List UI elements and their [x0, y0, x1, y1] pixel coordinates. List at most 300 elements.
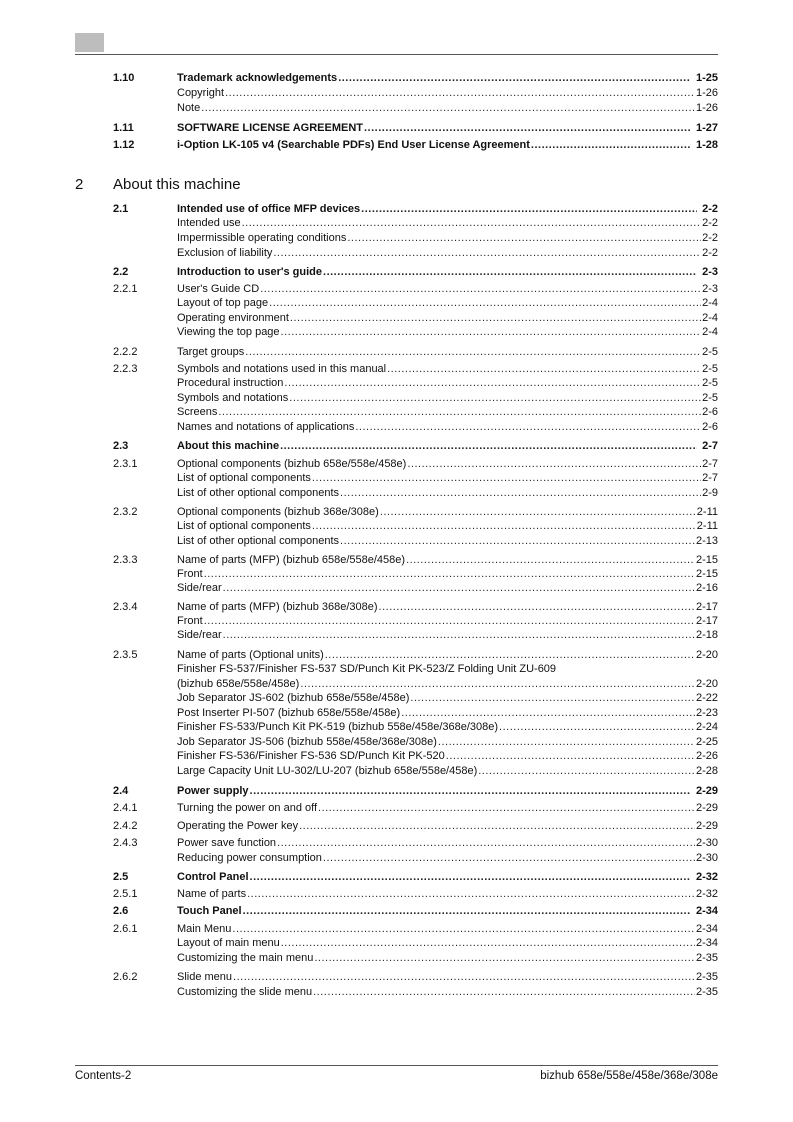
toc-row: [75, 691, 718, 706]
toc-row: [75, 202, 718, 217]
toc-entry[interactable]: [177, 936, 718, 951]
toc-row: [75, 662, 718, 677]
toc-page-number: 1-25: [695, 72, 718, 84]
toc-entry[interactable]: [177, 951, 718, 966]
toc-page-number: 2-15: [695, 554, 718, 566]
toc-page-number: 2-17: [695, 615, 718, 627]
toc-leader-dots: [387, 362, 701, 377]
toc-page-number: 2-2: [702, 217, 718, 229]
toc-page-number: 2-3: [702, 283, 718, 295]
toc-row: [75, 677, 718, 692]
chapter-heading: [75, 175, 718, 195]
toc-entry[interactable]: [177, 749, 718, 764]
toc-page-number: 2-5: [702, 363, 718, 375]
toc-row: [75, 296, 718, 311]
toc-row: [75, 391, 718, 406]
toc-entry-title: Symbols and notations: [177, 392, 289, 404]
toc-entry-title: User's Guide CD: [177, 283, 260, 295]
toc-row: [75, 216, 718, 231]
toc-row: [75, 265, 718, 280]
toc-row: [75, 231, 718, 246]
toc-entry[interactable]: [177, 345, 718, 360]
toc-leader-dots: [250, 870, 691, 885]
toc-number: 2.6: [113, 905, 129, 917]
toc-leader-dots: [410, 691, 695, 706]
toc-page-number: 2-35: [695, 971, 718, 983]
toc-number: 2.4: [113, 785, 129, 797]
toc-leader-dots: [281, 936, 695, 951]
toc-leader-dots: [379, 600, 695, 615]
toc-leader-dots: [355, 420, 701, 435]
toc-page-number: 2-16: [695, 582, 718, 594]
toc-entry-title: Trademark acknowledgements: [177, 72, 338, 84]
toc-row: [75, 519, 718, 534]
toc-row: [75, 71, 718, 86]
toc-entry-title: Control Panel: [177, 871, 249, 883]
toc-row: [75, 784, 718, 799]
bottom-rule: [75, 1065, 718, 1066]
toc-page-number: 2-24: [695, 721, 718, 733]
toc-entry[interactable]: [177, 420, 718, 435]
toc-entry[interactable]: [177, 486, 718, 501]
toc-row: [75, 851, 718, 866]
toc-entry[interactable]: [177, 231, 718, 246]
toc-row: [75, 720, 718, 735]
toc-leader-dots: [218, 405, 701, 420]
toc-entry-title: Finisher FS-536/Finisher FS-536 SD/Punch Kit PK-520: [177, 750, 445, 762]
toc-entry-title: Copyright: [177, 87, 225, 99]
toc-page-number: 2-5: [702, 377, 718, 389]
toc-leader-dots: [340, 486, 701, 501]
toc-entry[interactable]: [177, 648, 718, 663]
toc-page-number: 2-34: [695, 923, 718, 935]
toc-leader-dots: [223, 628, 695, 643]
toc-entry-title: Slide menu: [177, 971, 233, 983]
toc-page-number: 1-26: [695, 87, 718, 99]
toc-page-number: 2-5: [702, 346, 718, 358]
toc-number: 2.2.2: [113, 346, 138, 358]
toc-row: [75, 628, 718, 643]
toc-number: 2.6.2: [113, 971, 138, 983]
toc-entry[interactable]: [177, 86, 718, 101]
toc-entry-title: Customizing the slide menu: [177, 986, 313, 998]
toc-row: [75, 311, 718, 326]
toc-page-number: 2-13: [695, 535, 718, 547]
toc-row: [75, 376, 718, 391]
toc-entry-title: Large Capacity Unit LU-302/LU-207 (bizhub 658e/558e/458e): [177, 765, 478, 777]
toc-leader-dots: [338, 71, 691, 86]
toc-row: [75, 904, 718, 919]
toc-row: [75, 870, 718, 885]
toc-number: 1.12: [113, 139, 135, 151]
toc-row: [75, 362, 718, 377]
toc-entry-title: Front: [177, 615, 203, 627]
toc-page-number: 2-18: [695, 629, 718, 641]
toc-entry[interactable]: [177, 851, 718, 866]
toc-number: 2.2.3: [113, 363, 138, 375]
toc-entry[interactable]: [177, 922, 718, 937]
toc-entry-title: (bizhub 658e/558e/458e): [177, 678, 300, 690]
toc-number: 2.4.3: [113, 837, 138, 849]
toc-entry-title: Layout of main menu: [177, 937, 280, 949]
toc-row: [75, 534, 718, 549]
toc-number: 2.3.3: [113, 554, 138, 566]
toc-entry-title: Power supply: [177, 785, 249, 797]
toc-leader-dots: [232, 922, 695, 937]
toc-row: [75, 801, 718, 816]
toc-number: 2.2.1: [113, 283, 138, 295]
toc-entry[interactable]: [177, 202, 718, 217]
toc-row: [75, 819, 718, 834]
toc-entry[interactable]: [177, 71, 718, 86]
toc-leader-dots: [290, 311, 701, 326]
toc-entry[interactable]: [177, 985, 718, 1000]
toc-entry[interactable]: [177, 405, 718, 420]
toc-row: [75, 706, 718, 721]
toc-row: [75, 922, 718, 937]
toc-entry-title: Name of parts: [177, 888, 247, 900]
toc-entry[interactable]: [177, 457, 718, 472]
toc-leader-dots: [478, 764, 695, 779]
toc-number: 1.10: [113, 72, 135, 84]
toc-entry[interactable]: [177, 391, 718, 406]
toc-entry[interactable]: [177, 325, 718, 340]
toc-entry[interactable]: [177, 581, 718, 596]
toc-page-number: 2-35: [695, 952, 718, 964]
toc-leader-dots: [446, 749, 695, 764]
toc-entry[interactable]: [177, 282, 718, 297]
toc-number: 2.3: [113, 440, 129, 452]
toc-entry[interactable]: [177, 138, 718, 153]
chapter-number: 2: [75, 176, 84, 193]
toc-leader-dots: [406, 553, 695, 568]
toc-entry[interactable]: [177, 505, 718, 520]
toc-page-number: 2-3: [702, 266, 718, 278]
toc-page-number: 2-23: [695, 707, 718, 719]
toc-page-number: 2-26: [695, 750, 718, 762]
toc-entry-title: Layout of top page: [177, 297, 269, 309]
toc-entry-title: Optional components (bizhub 658e/558e/458e): [177, 458, 407, 470]
toc-entry-title: Side/rear: [177, 629, 222, 641]
toc-row: [75, 439, 718, 454]
toc-page-number: 2-2: [702, 203, 718, 215]
toc-number: 2.3.1: [113, 458, 138, 470]
toc-entry-title: Job Separator JS-602 (bizhub 658e/558e/458e): [177, 692, 410, 704]
toc-page-number: 2-7: [702, 458, 718, 470]
toc-row: [75, 749, 718, 764]
toc-page-number: 2-35: [695, 986, 718, 998]
toc-row: [75, 985, 718, 1000]
toc-page-number: 2-9: [702, 487, 718, 499]
toc-entry[interactable]: [177, 614, 718, 629]
toc-page-number: 2-29: [695, 785, 718, 797]
toc-entry[interactable]: [177, 362, 718, 377]
toc-leader-dots: [347, 231, 701, 246]
toc-leader-dots: [281, 325, 702, 340]
toc-entry[interactable]: [177, 662, 718, 677]
toc-page-number: 2-15: [695, 568, 718, 580]
toc-entry[interactable]: [177, 904, 718, 919]
toc-row: [75, 101, 718, 116]
toc-row: [75, 505, 718, 520]
toc-entry-title: Viewing the top page: [177, 326, 280, 338]
toc-page-number: 2-4: [702, 297, 718, 309]
toc-entry[interactable]: [177, 216, 718, 231]
toc-row: [75, 345, 718, 360]
toc-entry-title: List of optional components: [177, 472, 311, 484]
toc-entry[interactable]: [177, 870, 718, 885]
toc-entry-title: Introduction to user's guide: [177, 266, 323, 278]
toc-entry[interactable]: [177, 819, 718, 834]
toc-entry-title: Name of parts (Optional units): [177, 649, 324, 661]
toc-entry-title: List of optional components: [177, 520, 311, 532]
toc-page-number: 2-6: [702, 421, 718, 433]
toc-entry-title: Finisher FS-533/Punch Kit PK-519 (bizhub 558e/458e/368e/308e): [177, 721, 499, 733]
toc-leader-dots: [269, 296, 701, 311]
toc-row: [75, 405, 718, 420]
toc-entry-title: Touch Panel: [177, 905, 242, 917]
footer-page-label: Contents-2: [75, 1070, 132, 1082]
toc-entry[interactable]: [177, 801, 718, 816]
toc-entry[interactable]: [177, 567, 718, 582]
toc-row: [75, 887, 718, 902]
toc-entry[interactable]: [177, 553, 718, 568]
toc-page-number: 2-17: [695, 601, 718, 613]
toc-leader-dots: [312, 519, 696, 534]
toc-entry-title: Impermissible operating conditions: [177, 232, 347, 244]
toc-page-number: 1-26: [695, 102, 718, 114]
toc-row: [75, 735, 718, 750]
toc-row: [75, 138, 718, 153]
toc-leader-dots: [233, 970, 695, 985]
toc-page-number: 2-25: [695, 736, 718, 748]
toc-entry-title: Operating environment: [177, 312, 289, 324]
toc-leader-dots: [313, 985, 695, 1000]
toc-entry[interactable]: [177, 764, 718, 779]
toc-leader-dots: [243, 904, 691, 919]
toc-page-number: 2-4: [702, 312, 718, 324]
toc-entry[interactable]: [177, 439, 718, 454]
toc-entry-title: Intended use of office MFP devices: [177, 203, 361, 215]
toc-row: [75, 486, 718, 501]
toc-leader-dots: [299, 819, 695, 834]
toc-row: [75, 581, 718, 596]
toc-entry-title: Name of parts (MFP) (bizhub 658e/558e/458e): [177, 554, 406, 566]
toc-entry[interactable]: [177, 101, 718, 116]
toc-page-number: 2-32: [695, 888, 718, 900]
toc-entry[interactable]: [177, 296, 718, 311]
toc-entry-title: Post Inserter PI-507 (bizhub 658e/558e/458e): [177, 707, 401, 719]
toc-number: 2.3.2: [113, 506, 138, 518]
toc-entry-title: About this machine: [177, 440, 280, 452]
toc-number: 2.5.1: [113, 888, 138, 900]
toc-row: [75, 282, 718, 297]
toc-entry[interactable]: [177, 887, 718, 902]
toc-leader-dots: [300, 677, 695, 692]
toc-row: [75, 246, 718, 261]
toc-leader-dots: [531, 138, 691, 153]
toc-page-number: 1-28: [695, 139, 718, 151]
toc-leader-dots: [247, 887, 695, 902]
toc-entry-title: Symbols and notations used in this manual: [177, 363, 387, 375]
toc-page-number: 2-5: [702, 392, 718, 404]
toc-page-number: 2-22: [695, 692, 718, 704]
toc-page-number: 2-11: [696, 520, 718, 532]
toc-number: 2.3.5: [113, 649, 138, 661]
toc-row: [75, 553, 718, 568]
toc-number: 2.4.1: [113, 802, 138, 814]
toc-page-number: 2-30: [695, 837, 718, 849]
toc-page-number: 2-4: [702, 326, 718, 338]
toc-entry-title: Name of parts (MFP) (bizhub 368e/308e): [177, 601, 378, 613]
toc-number: 2.5: [113, 871, 129, 883]
toc-leader-dots: [323, 851, 695, 866]
toc-entry-title: Power save function: [177, 837, 277, 849]
toc-leader-dots: [201, 101, 695, 116]
toc-entry-title: Job Separator JS-506 (bizhub 558e/458e/368e/308e): [177, 736, 437, 748]
toc-row: [75, 600, 718, 615]
toc-leader-dots: [260, 282, 701, 297]
toc-leader-dots: [364, 121, 691, 136]
toc-page-number: 2-7: [702, 440, 718, 452]
toc-number: 2.2: [113, 266, 129, 278]
toc-leader-dots: [245, 345, 701, 360]
toc-entry[interactable]: [177, 311, 718, 326]
toc-row: [75, 471, 718, 486]
toc-entry-title: Operating the Power key: [177, 820, 299, 832]
toc-leader-dots: [380, 505, 696, 520]
toc-entry-title: List of other optional components: [177, 535, 340, 547]
toc-page-number: 2-34: [695, 905, 718, 917]
chapter-title: About this machine: [113, 176, 241, 193]
toc-row: [75, 951, 718, 966]
toc-leader-dots: [242, 216, 701, 231]
toc-page-number: 2-30: [695, 852, 718, 864]
toc-row: [75, 764, 718, 779]
toc-entry[interactable]: [177, 691, 718, 706]
toc-page-number: 2-7: [702, 472, 718, 484]
toc-number: 1.11: [113, 122, 134, 134]
footer-product-name: bizhub 658e/558e/458e/368e/308e: [540, 1070, 718, 1082]
header-gray-block: [75, 33, 104, 52]
toc-leader-dots: [325, 648, 695, 663]
toc-entry-title: Procedural instruction: [177, 377, 284, 389]
toc-entry-title: Customizing the main menu: [177, 952, 314, 964]
toc-leader-dots: [204, 614, 695, 629]
toc-entry[interactable]: [177, 265, 718, 280]
toc-row: [75, 936, 718, 951]
toc-number: 2.3.4: [113, 601, 138, 613]
toc-leader-dots: [289, 391, 701, 406]
toc-page-number: 2-20: [695, 649, 718, 661]
toc-row: [75, 970, 718, 985]
toc-entry[interactable]: [177, 784, 718, 799]
toc-page-number: 2-6: [702, 406, 718, 418]
toc-page-number: 2-29: [695, 820, 718, 832]
toc-entry-title: Exclusion of liability: [177, 247, 273, 259]
toc-entry-title: Target groups: [177, 346, 245, 358]
toc-leader-dots: [340, 534, 695, 549]
toc-leader-dots: [314, 951, 695, 966]
toc-page-number: 2-34: [695, 937, 718, 949]
toc-leader-dots: [225, 86, 695, 101]
toc-page-number: 2-20: [695, 678, 718, 690]
toc-row: [75, 86, 718, 101]
toc-entry-title: SOFTWARE LICENSE AGREEMENT: [177, 122, 363, 134]
toc-entry[interactable]: [177, 246, 718, 261]
toc-entry[interactable]: [177, 121, 718, 136]
toc-entry[interactable]: [177, 677, 718, 692]
toc-leader-dots: [361, 202, 697, 217]
toc-number: 2.6.1: [113, 923, 138, 935]
toc-leader-dots: [499, 720, 695, 735]
toc-leader-dots: [438, 735, 695, 750]
toc-leader-dots: [250, 784, 691, 799]
toc-entry[interactable]: [177, 628, 718, 643]
toc-entry-title: Side/rear: [177, 582, 222, 594]
toc-row: [75, 648, 718, 663]
toc-entry[interactable]: [177, 471, 718, 486]
toc-number: 2.4.2: [113, 820, 138, 832]
toc-row: [75, 457, 718, 472]
toc-number: 2.1: [113, 203, 129, 215]
toc-leader-dots: [284, 376, 701, 391]
toc-entry-title: Reducing power consumption: [177, 852, 322, 864]
toc-entry-title: Note: [177, 102, 201, 114]
toc-entry-title: Intended use: [177, 217, 241, 229]
toc-page-number: 2-32: [695, 871, 718, 883]
toc-leader-dots: [280, 439, 697, 454]
top-rule: [75, 54, 718, 55]
toc-leader-dots: [204, 567, 695, 582]
toc-entry-title: Main Menu: [177, 923, 232, 935]
toc-entry[interactable]: [177, 970, 718, 985]
toc-page-number: 2-2: [702, 247, 718, 259]
toc-entry[interactable]: [177, 600, 718, 615]
toc-row: [75, 567, 718, 582]
toc-page-number: 1-27: [695, 122, 718, 134]
toc-entry-title: Finisher FS-537/Finisher FS-537 SD/Punch Kit PK-523/Z Folding Unit ZU-609: [177, 663, 557, 675]
toc-page-number: 2-29: [695, 802, 718, 814]
toc-entry[interactable]: [177, 376, 718, 391]
toc-entry[interactable]: [177, 706, 718, 721]
toc-entry-title: i-Option LK-105 v4 (Searchable PDFs) End User License Agreement: [177, 139, 530, 151]
toc-entry[interactable]: [177, 735, 718, 750]
toc-entry[interactable]: [177, 720, 718, 735]
toc-entry-title: Names and notations of applications: [177, 421, 355, 433]
toc-leader-dots: [318, 801, 695, 816]
toc-entry-title: Optional components (bizhub 368e/308e): [177, 506, 379, 518]
toc-row: [75, 420, 718, 435]
toc-entry[interactable]: [177, 519, 718, 534]
toc-row: [75, 325, 718, 340]
toc-leader-dots: [277, 836, 695, 851]
toc-leader-dots: [273, 246, 701, 261]
toc-leader-dots: [323, 265, 697, 280]
toc-entry-title: Front: [177, 568, 203, 580]
toc-entry-title: Turning the power on and off: [177, 802, 318, 814]
toc-page-number: 2-2: [702, 232, 718, 244]
toc-row: [75, 121, 718, 136]
toc-leader-dots: [312, 471, 701, 486]
toc-entry-title: Screens: [177, 406, 218, 418]
toc-entry[interactable]: [177, 534, 718, 549]
toc-leader-dots: [401, 706, 695, 721]
toc-entry[interactable]: [177, 836, 718, 851]
toc-entry-title: List of other optional components: [177, 487, 340, 499]
toc-leader-dots: [407, 457, 701, 472]
toc-page-number: 2-11: [696, 506, 718, 518]
